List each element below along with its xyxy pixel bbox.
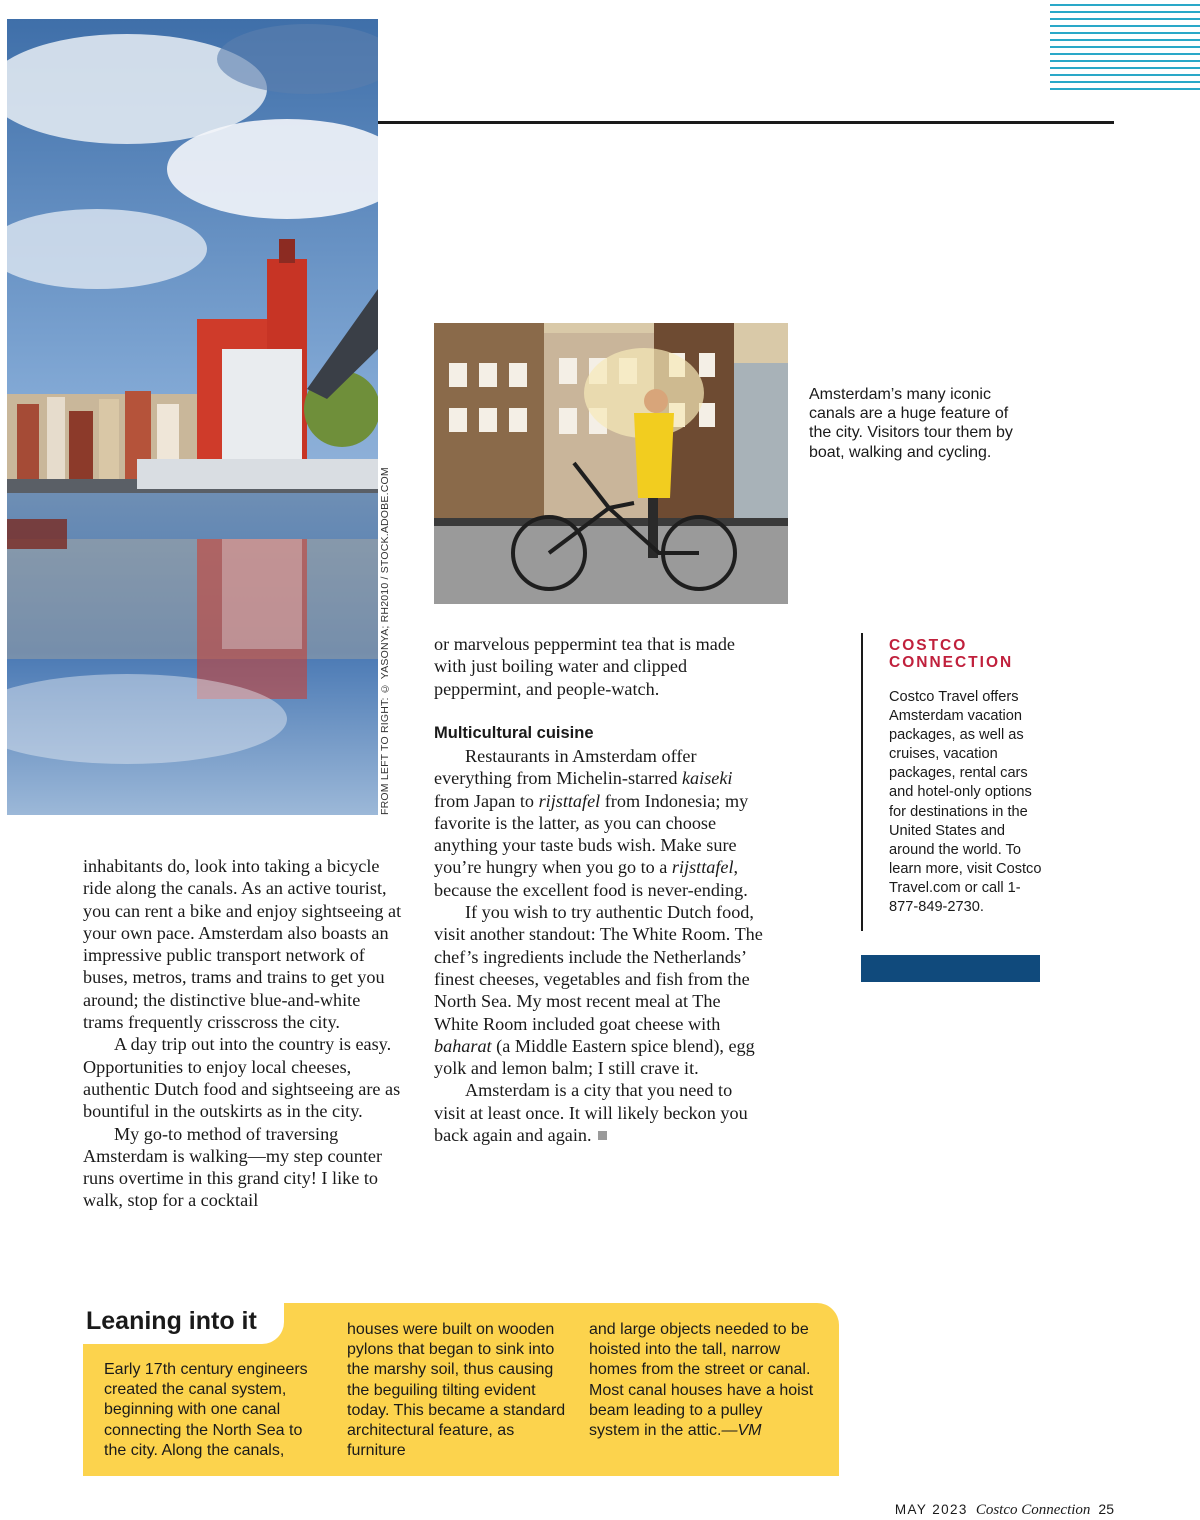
sidebar-title: COSTCO CONNECTION [889, 637, 1014, 671]
sidebar-color-bar [861, 955, 1040, 982]
page-folio [760, 1499, 1114, 1520]
decorative-stripes [1050, 4, 1200, 94]
paragraph: Restaurants in Amsterdam offer everything from Michelin-starred kaiseki from Japan to rijsttafel from Indonesia; my favorite is the latter, as you can choose anything your taste buds wish. Make sure you’re hungry when you go to a rijsttafel, because the excellent food is never-ending. [434, 746, 749, 900]
paragraph: If you wish to try authentic Dutch food, visit another standout: The White Room. The chef’s ingredients include the Netherlands’ finest cheeses, vegetables and fish from the North Sea. My most recent meal at The White Room included goat cheese with baharat (a Middle Eastern spice blend), egg yolk and lemon balm; I still crave it. [434, 902, 763, 1079]
paragraph: My go-to method of traversing Amsterdam is walking—my step counter runs overtime in this grand city! I like to walk, stop for a cocktail [83, 1123, 383, 1211]
leaning-signoff: —VM [721, 1422, 762, 1440]
page-number: 25 [1098, 1501, 1114, 1517]
cyclist-photo [434, 323, 788, 604]
leaning-title: Leaning into it [86, 1307, 257, 1335]
paragraph: inhabitants do, look into taking a bicycle ride along the canals. As an active tourist, you can rent a bike and enjoy sightseeing at your own pace. Amsterdam also boasts an impressive public transport network of buses, metros, trams and trains to get you around; the distinctive blue-and-white trams frequently crisscross the city. [83, 856, 402, 1033]
leaning-column-1: Early 17th century engineers created the canal system, beginning with one canal connecting the North Sea to the city. Along the canals, [104, 1361, 308, 1459]
paragraph: A day trip out into the country is easy. Opportunities to enjoy local cheeses, authentic Dutch food and sightseeing are as bountiful in the outskirts as in the city. [83, 1034, 401, 1122]
body-column-middle-continuation [434, 633, 764, 700]
paragraph: Amsterdam is a city that you need to visit at least once. It will likely beckon you back again and again. [434, 1080, 748, 1146]
paragraph: or marvelous peppermint tea that is made with just boiling water and clipped peppermint, and people-watch. [434, 634, 736, 699]
leaning-column-3: and large objects needed to be hoisted into the tall, narrow homes from the street or canal. Most canal houses have a hoist beam leading to a pulley system in the attic.—VM [589, 1321, 814, 1440]
section-subhead: Multicultural cuisine [434, 724, 594, 742]
body-column-left [83, 855, 403, 1212]
photo-caption: Amsterdam’s many iconic canals are a huge feature of the city. Visitors tour them by boat, walking and cycling. [809, 386, 1013, 461]
costco-connection-sidebar [861, 633, 1043, 931]
square-end-mark-icon [598, 1131, 607, 1140]
canal-photo [7, 19, 378, 815]
body-column-middle [434, 722, 764, 1146]
folio-month: MAY 2023 [894, 1502, 968, 1517]
photo-credit: FROM LEFT TO RIGHT: © YASONYA; RH2010 / STOCK.ADOBE.COM [379, 467, 391, 815]
sidebar-text: Costco Travel offers Amsterdam vacation packages, as well as cruises, vacation packages, rental cars and hotel-only options for destinations in the United States and around the world. To learn more, visit Costco Travel.com or call 1-877-849-2730. [889, 689, 1042, 916]
folio-magazine: Costco Connection [975, 1502, 1091, 1518]
leaning-column-2: houses were built on wooden pylons that began to sink into the marshy soil, thus causing the beguiling tilting evident today. This became a standard architectural feature, as furniture [347, 1321, 566, 1460]
top-rule [378, 121, 1114, 124]
